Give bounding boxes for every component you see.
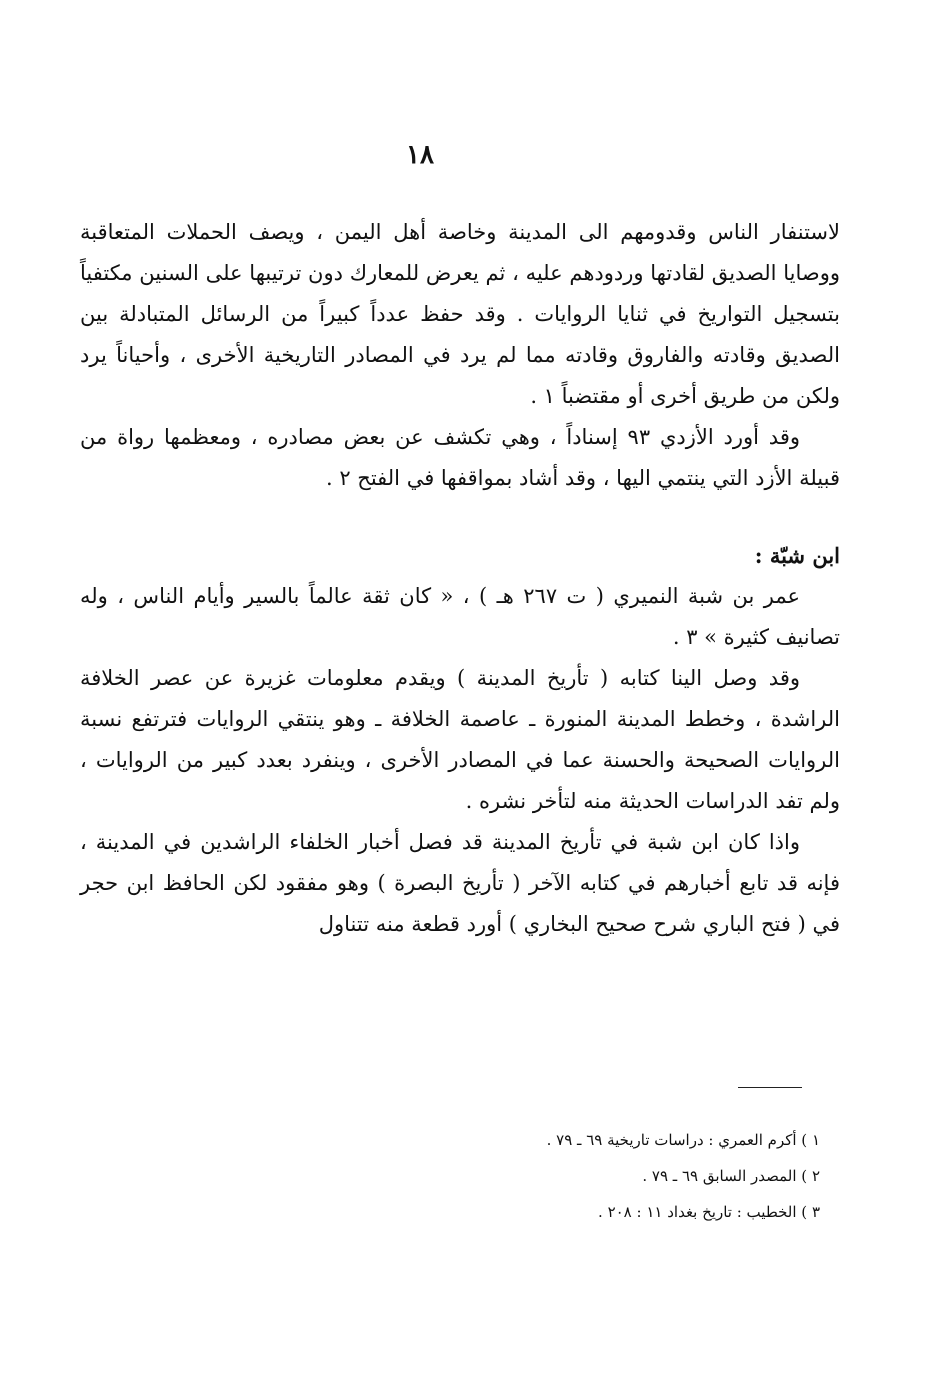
main-text — [80, 212, 840, 945]
footnote: ١ ) أكرم العمري : دراسات تاريخية ٦٩ ـ ٧٩ . — [546, 1131, 820, 1149]
paragraph: عمر بن شبة النميري ( ت ٢٦٧ هـ ) ، « كان ثقة عالماً بالسير وأيام الناس ، وله تصانيف كثيرة » ٣ . — [80, 584, 840, 649]
paragraph: وقد أورد الأزدي ٩٣ إسناداً ، وهي تكشف عن بعض مصادره ، ومعظمها رواة من قبيلة الأزد التي ينتمي اليها ، وقد أشاد بمواقفها في الفتح ٢ . — [80, 425, 840, 490]
paragraph-continued: لاستنفار الناس وقدومهم الى المدينة وخاصة أهل اليمن ، ويصف الحملات المتعاقبة ووصايا الصديق لقادتها وردودهم عليه ، ثم يعرض للمعارك دون ترتيبها على السنين مكتفياً بتسجيل التواريخ في ثنايا الروايات . وقد حفظ عدداً كبيراً من الرسائل المتبادلة بين الصديق وقادته والفاروق وقادته مما لم يرد في المصادر التاريخية الأخرى ، وأحياناً يرد ولكن من طريق أخرى أو مقتضباً ١ . — [80, 220, 840, 408]
footnote: ٣ ) الخطيب : تاريخ بغداد ١١ : ٢٠٨ . — [598, 1203, 820, 1221]
paragraph: وقد وصل الينا كتابه ( تأريخ المدينة ) ويقدم معلومات غزيرة عن عصر الخلافة الراشدة ، وخطط المدينة المنورة ـ عاصمة الخلافة ـ وهو ينتقي الروايات فترتفع نسبة الروايات الصحيحة والحسنة عما في المصادر الأخرى ، وينفرد بعدد كبير من الروايات ، ولم تفد الدراسات الحديثة منه لتأخر نشره . — [80, 666, 840, 813]
page-number: ١٨ — [406, 140, 434, 170]
footnote-divider — [738, 1087, 802, 1088]
footnotes — [300, 1122, 820, 1230]
footnote: ٢ ) المصدر السابق ٦٩ ـ ٧٩ . — [642, 1167, 820, 1185]
paragraph: واذا كان ابن شبة في تأريخ المدينة قد فصل أخبار الخلفاء الراشدين في المدينة ، فإنه قد تابع أخبارهم في كتابه الآخر ( تأريخ البصرة ) وهو مفقود لكن الحافظ ابن حجر في ( فتح الباري شرح صحيح البخاري ) أورد قطعة منه تتناول — [80, 830, 840, 936]
section-heading: ابن شبّة : — [754, 543, 840, 568]
